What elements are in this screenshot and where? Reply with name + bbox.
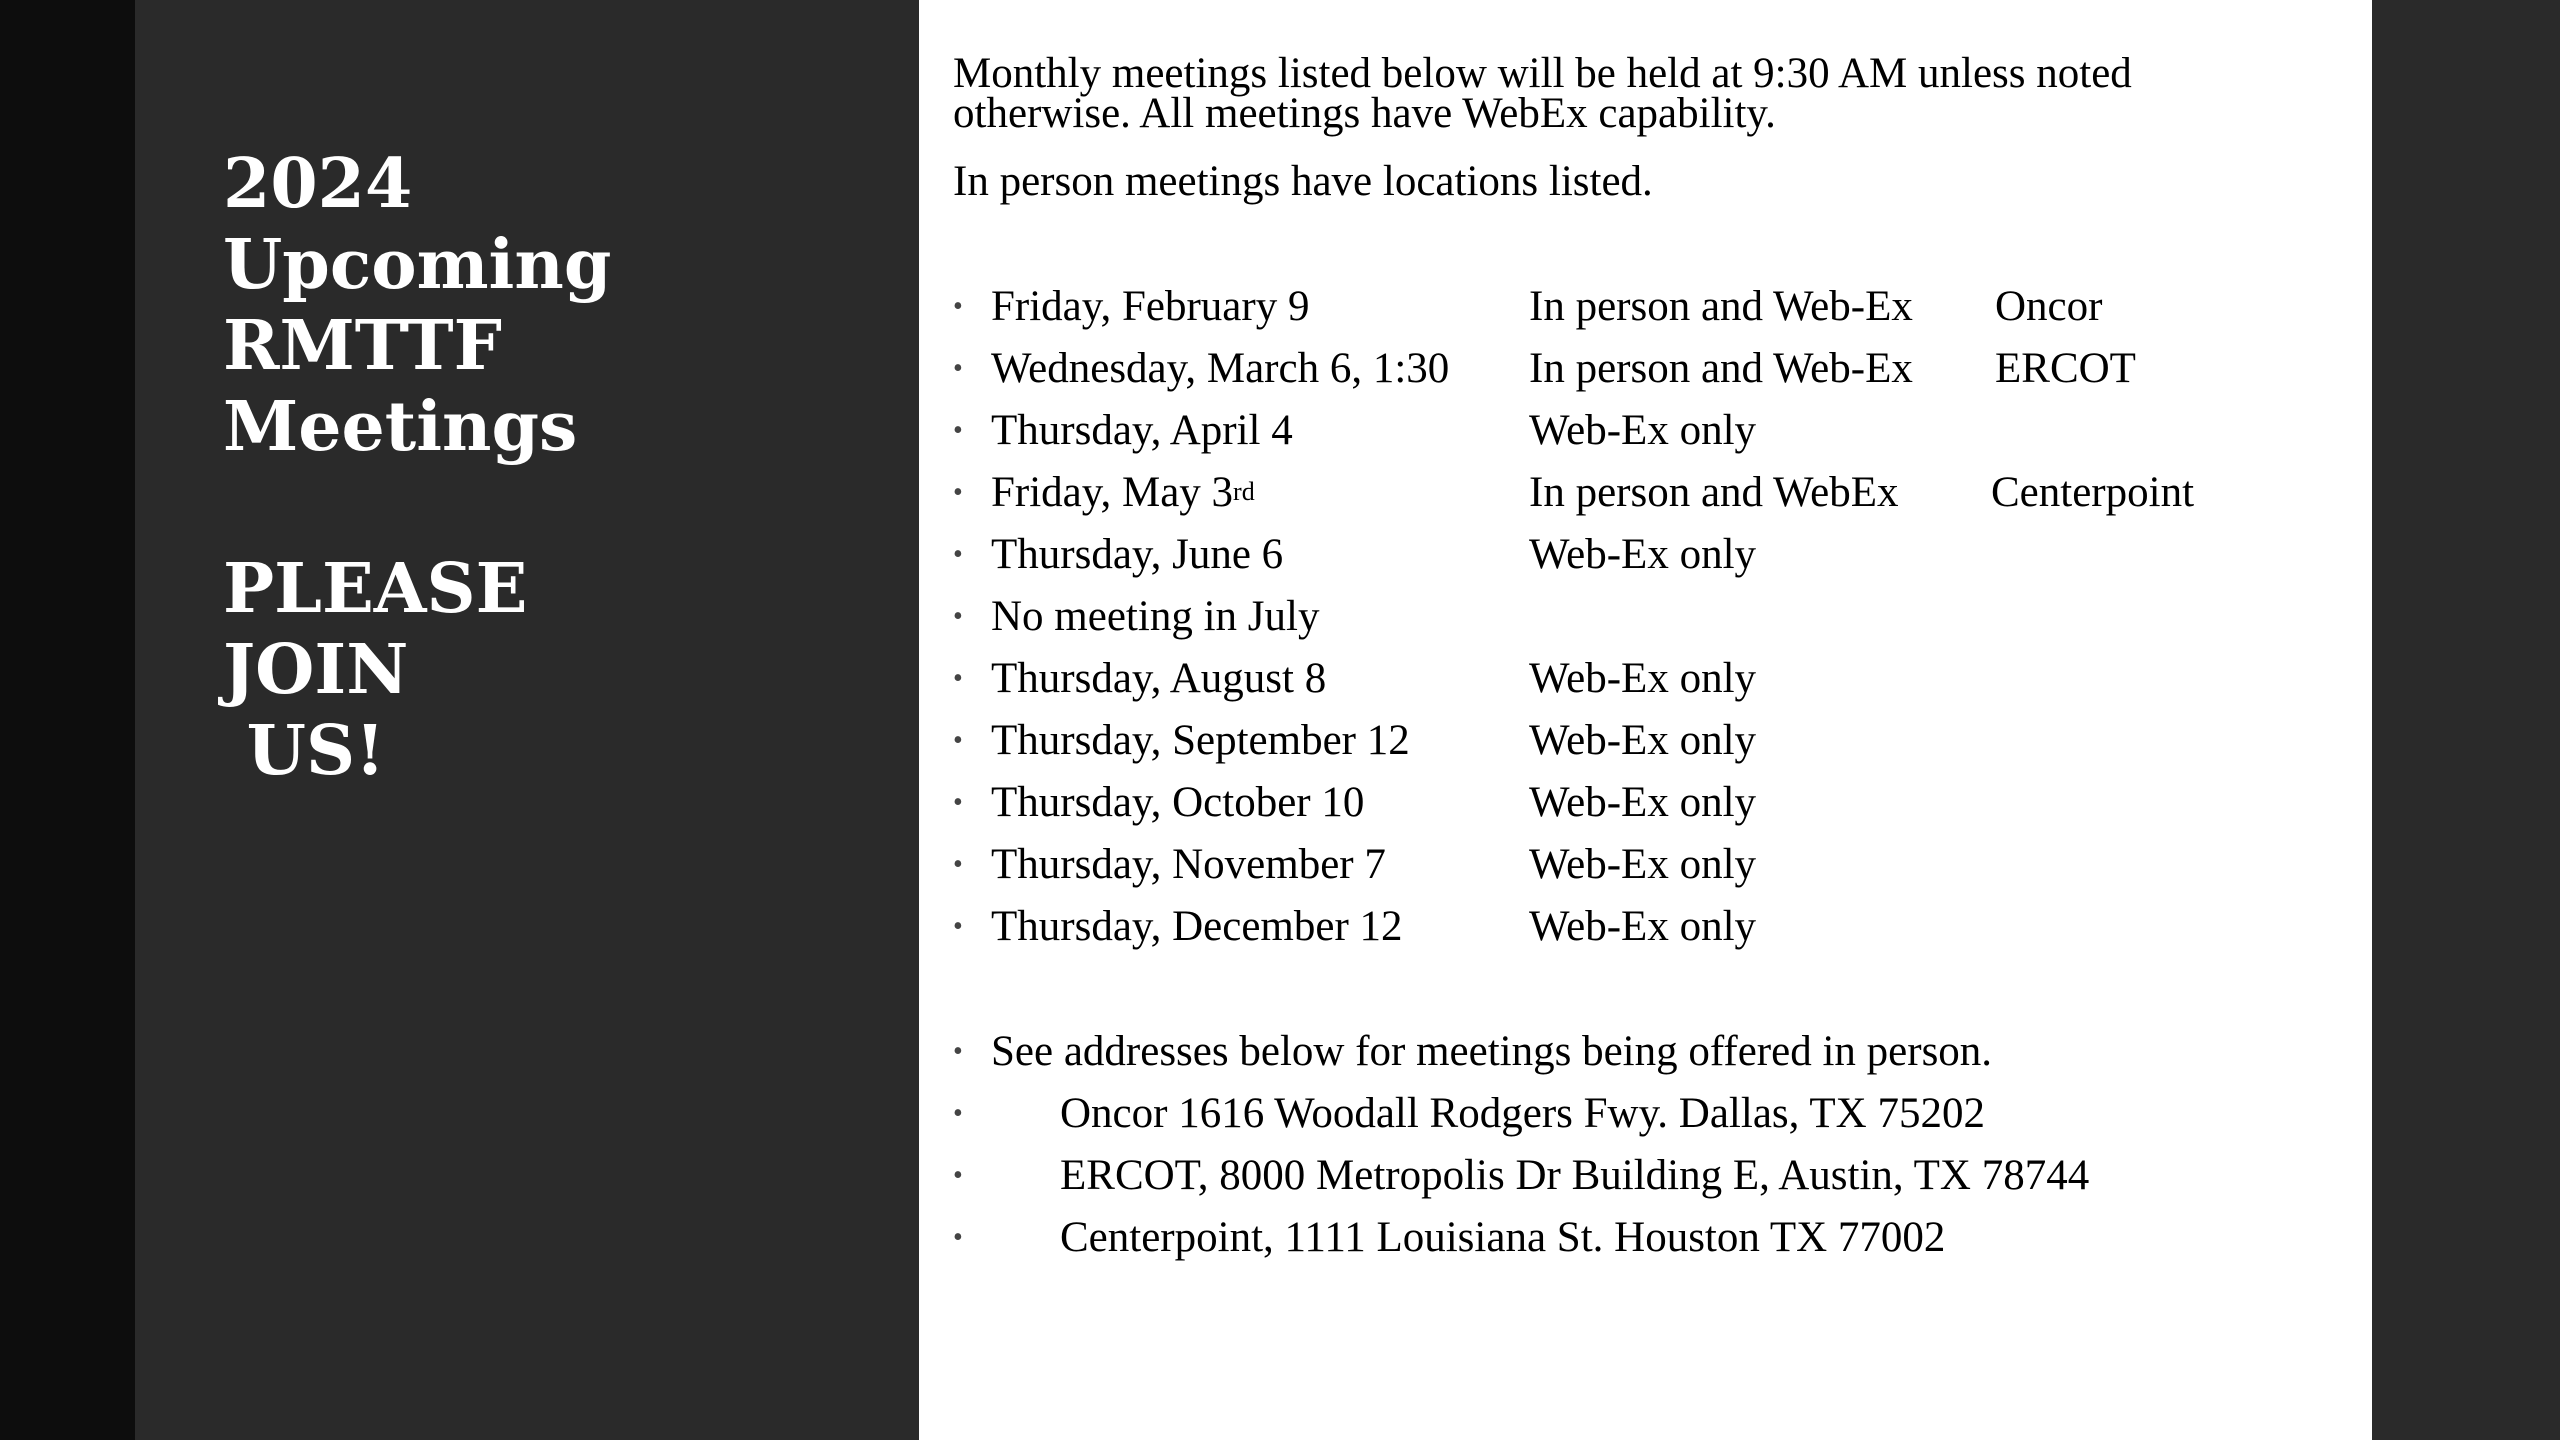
meeting-mode: In person and Web-Ex [1529,283,1913,330]
bullet-icon: • [953,1222,963,1253]
title-line: 2024 [223,144,413,224]
meeting-date-text: Friday, May 3 [991,469,1234,516]
meeting-mode: Web-Ex only [1529,407,1757,454]
intro-note: In person meetings have locations listed. [953,158,1653,205]
bullet-icon: • [953,539,963,570]
meeting-mode: Web-Ex only [1529,655,1757,702]
title-spacer [223,468,611,549]
meeting-date: Friday, February 9 [991,283,1310,330]
meeting-mode: Web-Ex only [1529,717,1757,764]
left-edge-bar [0,0,135,1440]
meeting-date: No meeting in July [991,593,1320,640]
meeting-date: Thursday, August 8 [991,655,1327,702]
addresses-intro: See addresses below for meetings being offered in person. [991,1028,1993,1075]
meeting-mode: In person and Web-Ex [1529,345,1913,392]
right-edge-panel [2372,0,2560,1440]
bullet-icon: • [953,1160,963,1191]
slide-title [223,144,611,792]
meeting-date: Thursday, June 6 [991,531,1284,578]
title-line: RMTTF [223,306,502,386]
meeting-mode: Web-Ex only [1529,903,1757,950]
bullet-icon: • [953,911,963,942]
bullet-icon: • [953,353,963,384]
bullet-icon: • [953,1098,963,1129]
bullet-icon: • [953,849,963,880]
meeting-date: Wednesday, March 6, 1:30 [991,345,1450,392]
meeting-mode: In person and WebEx [1529,469,1899,516]
cta-line: US! [223,711,385,791]
cta-line: PLEASE [223,549,528,629]
meeting-mode: Web-Ex only [1529,841,1757,888]
bullet-icon: • [953,291,963,322]
bullet-icon: • [953,477,963,508]
bullet-icon: • [953,415,963,446]
address-text: Oncor 1616 Woodall Rodgers Fwy. Dallas, TX 75202 [1060,1090,1985,1137]
cta-line: JOIN [223,630,409,710]
ordinal-suffix: rd [1233,477,1255,506]
meeting-mode: Web-Ex only [1529,531,1757,578]
address-text: ERCOT, 8000 Metropolis Dr Building E, Austin, TX 78744 [1060,1152,2090,1199]
meeting-date: Thursday, December 12 [991,903,1403,950]
meeting-date: Thursday, November 7 [991,841,1386,888]
bullet-icon: • [953,601,963,632]
meeting-date: Thursday, April 4 [991,407,1293,454]
title-line: Upcoming [223,225,612,305]
meeting-date: Thursday, October 10 [991,779,1365,826]
intro-text: Monthly meetings listed below will be held at 9:30 AM unless noted otherwise. All meetings have WebEx capability. [953,50,2132,137]
meeting-location: Oncor [1995,283,2103,330]
meeting-location: ERCOT [1995,345,2136,392]
meeting-location: Centerpoint [1991,469,2195,516]
meeting-date [991,462,1255,524]
bullet-icon: • [953,787,963,818]
meeting-date: Thursday, September 12 [991,717,1410,764]
title-line: Meetings [223,387,578,467]
address-text: Centerpoint, 1111 Louisiana St. Houston TX 77002 [1060,1214,1946,1261]
bullet-icon: • [953,725,963,756]
bullet-icon: • [953,663,963,694]
meeting-mode: Web-Ex only [1529,779,1757,826]
bullet-icon: • [953,1036,963,1067]
